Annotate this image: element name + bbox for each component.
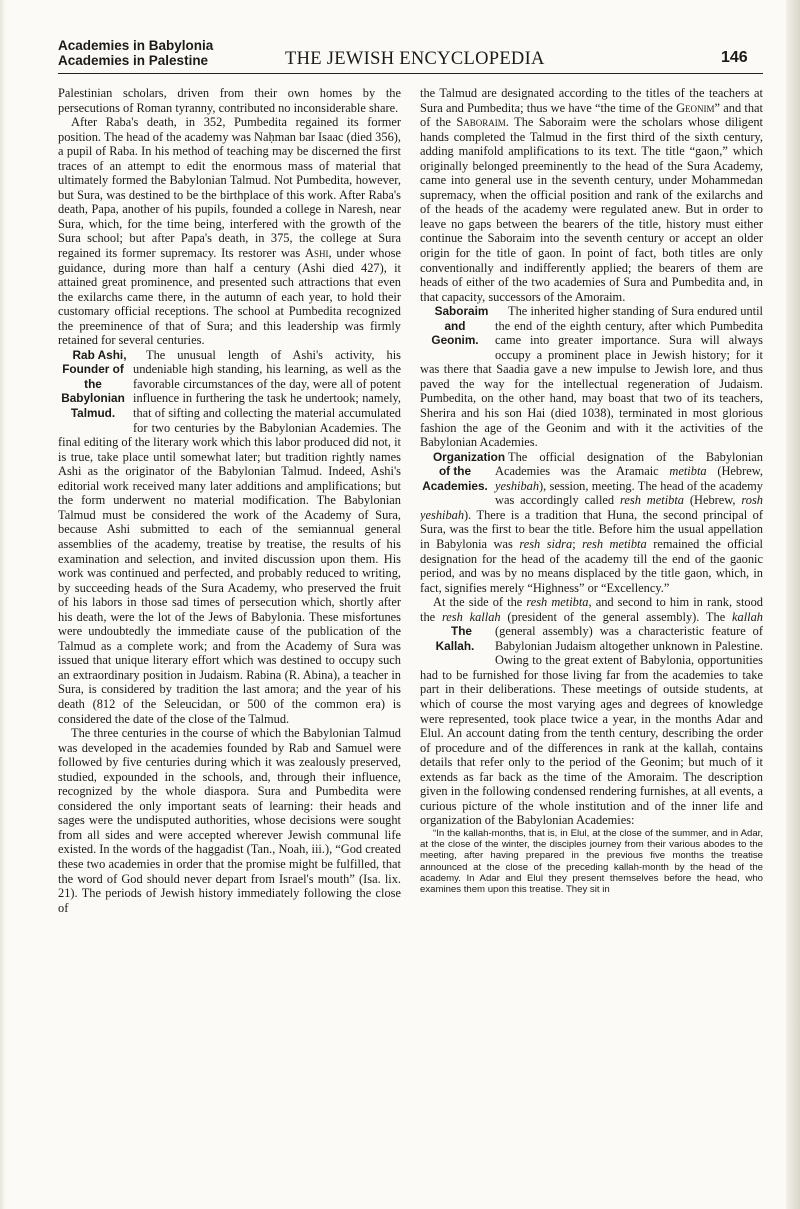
running-header-section: [58, 38, 213, 68]
left-column: [58, 86, 401, 1156]
term: resh metibta: [582, 536, 647, 551]
section-title-2: Academies in Palestine: [58, 53, 209, 68]
side-heading: Organization of the Academies.: [422, 449, 506, 493]
term: resh metibta: [526, 595, 589, 610]
text-run: and that of the: [420, 100, 763, 130]
text-run: (Hebrew,: [717, 464, 763, 479]
page-shadow-left: [0, 0, 6, 1209]
text-run: The unusual length of Ashi's activity, his undeniable high standing, his learning, as well as the favorable circumstances of the day, were all of potent influence in furthering the task he undertook; namely, that of sifting and collecting the material accumulated for two centuries by the Babylonian Academies. The final editing of the literary work which this labor produced did not, it is true, take place until somewhat later; but tradition rightly names Ashi as the originator of the Babylonian Talmud. Indeed, Ashi's editorial work received many later additions and amplifications; but the form underwent no material modification. The Babylonian Talmud must be considered the work of the Academy of Sura, because Ashi submitted to each of the semiannual general assemblies of the academy, treatise by treatise, the results of his examination and selection, and invited discussion upon them. His work was continued and perfected, and probably reduced to writing, by succeeding heads of the Sura Academy, who preserved the fruit of his labors in those sad times of persecution which, shortly after his death, were the lot of the Jews of Babylonia. These misfortunes were undoubtedly the immediate cause of the publication of the Talmud as a complete work; and from the Academy of Sura was issued that unique literary effort which was destined to occupy such an extraordinary position in Judaism. Rabina (R. Abina), a teacher in Sura, is considered by tradition the last amora; and the year of his death (812 of the Seleucidan, or 500 of the common era) is considered the date of the close of the Talmud.: [58, 347, 401, 726]
side-heading: Rab Ashi, Founder of the Babylonian Talmud.: [61, 347, 127, 421]
text-run: remained the official designation for the head of the academy till the end of the gaonic period, and was by no means displaced by the title gaon, which, in fact, signifies merely “Highness” or “Excellency.”: [420, 536, 763, 595]
page-edge-shadow: [786, 0, 800, 1209]
term: resh kallah: [441, 609, 501, 624]
page-number: 146: [721, 49, 748, 66]
text-run: (Hebrew,: [689, 493, 736, 508]
paragraph: Palestinian scholars, driven from their own homes by the persecutions of Roman tyranny, contributed no inconsiderable share.: [58, 86, 401, 115]
side-heading: Saboraim and Geonim.: [431, 304, 489, 348]
quotation-block: “In the kallah-months, that is, in Elul, at the close of the summer, and in Adar, at the close of the winter, the disciples journey from their various abodes to the meeting, after having prepared in the previous five months the treatise announced at the close of the preceding kallah-month by the head of the academy. In Adar and Elul they present themselves before the head, who examines them upon this treatise. They sit in: [420, 827, 763, 896]
side-heading: The Kallah.: [435, 624, 475, 653]
paragraph: [58, 115, 401, 348]
running-header-title: THE JEWISH ENCYCLOPEDIA: [285, 49, 545, 69]
text-run: ;: [572, 536, 576, 551]
header-rule: [58, 73, 763, 74]
text-run: (general assembly) was a characteristic feature of Babylonian Judaism altogether unknown in Palestine. Owing to the great extent of Babylonia, opportunities had to be furnished for those living far from the academies to take part in their deliberations. These meetings of outside students, at which of course the most varying ages and degrees of knowledge were represented, took place twice a year, in the months Adar and Elul. An account dating from the tenth century, describing the order of procedure and of the differences in rank at the kallah, contains details that refer only to the period of the Geonim; but much of it extends as far back as the time of the Amoraim. The description given in the following condensed rendering furnishes, at all events, a curious picture of the whole institution and of the inner life and organization of the Babylonian Academies:: [420, 624, 763, 828]
text-run: The inherited higher standing of Sura endured until the end of the eighth century, after which Pumbedita came into greater importance. Sura will always occupy a prominent place in Jewish history; for it was there that Saadia gave a new impulse to Jewish lore, and thus paved the way for the intellectual regeneration of Judaism. Pumbedita, on the other hand, may boast that two of its teachers, Sherira and his son Hai (died 1038), terminated in most glorious fashion the age of the Geonim and with it the activities of the Babylonian Academies.: [420, 304, 763, 450]
term: rosh yeshibah: [420, 493, 763, 522]
paragraph: The three centuries in the course of which the Babylonian Talmud was developed in the academies founded by Rab and Samuel were followed by five centuries during which it was zealously preserved, studied, expounded in the schools, and, through their influence, recognized by the whole diaspora. Sura and Pumbedita were considered the only important seats of learning: their heads and sages were the undisputed authorities, whose decisions were sought from all sides and were accepted wherever Jewish communal life existed. In the words of the haggadist (Tan., Noah, iii.), “God created these two academies in order that the promise might be fulfilled, that the word of God should never depart from Israel's mouth” (Isa. lix. 21). The periods of Jewish history immediately following the close of: [58, 726, 401, 915]
term: resh sidra: [519, 536, 573, 551]
section-title-1: Academies in Babylonia: [58, 38, 214, 53]
text-run: , and second to him in rank, stood the: [420, 595, 763, 624]
text-run: . The Saboraim were the scholars whose diligent hands completed the Talmud in the first third of the sixth century, adding manifold amplifications to its text. The title “gaon,” which originally belonged preeminently to the head of the Sura Academy, came into general use in the seventh century, under Mohammedan supremacy, when the official position and rank of the exilarchs and of the heads of the academy were regulated anew. But in order to leave no gaps between the bearers of the title, history must either continue the Saboraim into the seventh century or accept an older origin for the title of gaon. In point of fact, both titles are only conventionally and indifferently applied; the bearers of them are heads of either of the two academies of Sura and Pumbedita and, in that capacity, successors of the Amoraim.: [420, 115, 763, 304]
paragraph: [420, 450, 763, 595]
term: yeshibah: [495, 478, 540, 493]
text-run: After Raba's death, in 352, Pumbedita regained its former position. The head of the academy was Naḥman bar Isaac (died 356), a pupil of Raba. In his method of teaching may be discerned the first traces of an attempt to edit the enormous mass of material that ultimately formed the Babylonian Talmud. Not Pumbedita, however, but Sura, was destined to be the birthplace of this work. After Raba's death, Papa, another of his pupils, founded a college in Naresh, near Sura, which, for the time being, interfered with the growth of the Sura school; but after Papa's death, in 375, the college at Sura regained its former supremacy. Its restorer was: [58, 115, 401, 261]
text-run: ). There is a tradition that Huna, the second principal of Sura, was the first to bear the title. Before him the usual appellation in Babylonia was: [420, 507, 763, 551]
paragraph: the Talmud are designated according to the titles of the teachers at Sura and Pumbedita; thus we have “the time of the Geonim” and that of the Saboraim. The Saboraim were the scholars whose diligent hands completed the Talmud in the first third of the sixth century, adding manifold amplifications to its text. The title “gaon,” which originally belonged preeminently to the head of the Sura Academy, came into general use in the seventh century, under Mohammedan supremacy, when the official position and rank of the exilarchs and of the heads of the academy were regulated anew. But in order to leave no gaps between the bearers of the title, history must either continue the Saboraim into the seventh century or accept an older origin for the title of gaon. In point of fact, both titles are only conventionally and indifferently applied; the bearers of them are heads of either of the two academies of Sura and Pumbedita and, in that capacity, successors of the Amoraim.: [420, 86, 763, 304]
cross-reference: Ashi: [305, 246, 329, 261]
text-run: (president of the general assembly). The: [507, 609, 726, 624]
text-run: , under whose guidance, during more than half a century (Ashi died 427), it attained great prominence, and presented such attractions that even the exilarchs came there, in the autumn of each year, to hold their customary official receptions. The school at Pumbedita recognized the preeminence of that of Sura; and this leadership was firmly retained for several centuries.: [58, 246, 401, 348]
right-column: [420, 86, 763, 1156]
cross-reference: Geonim: [676, 100, 715, 115]
paragraph: [420, 304, 763, 449]
term: kallah: [732, 609, 763, 624]
paragraph: [58, 348, 401, 726]
paragraph: [420, 595, 763, 828]
text-run: ), session, meeting. The head of the academy was accordingly called: [495, 478, 763, 508]
text-run: At the side of the: [433, 595, 523, 610]
text-run: the Talmud are designated according to the titles of the teachers at Sura and Pumbedita; thus we have “the time of the: [420, 86, 763, 115]
text-run: The official designation of the Babylonian Academies was the Aramaic: [495, 449, 763, 479]
cross-reference: Saboraim: [456, 115, 506, 130]
term: metibta: [669, 464, 707, 479]
term: resh metibta: [620, 493, 684, 508]
